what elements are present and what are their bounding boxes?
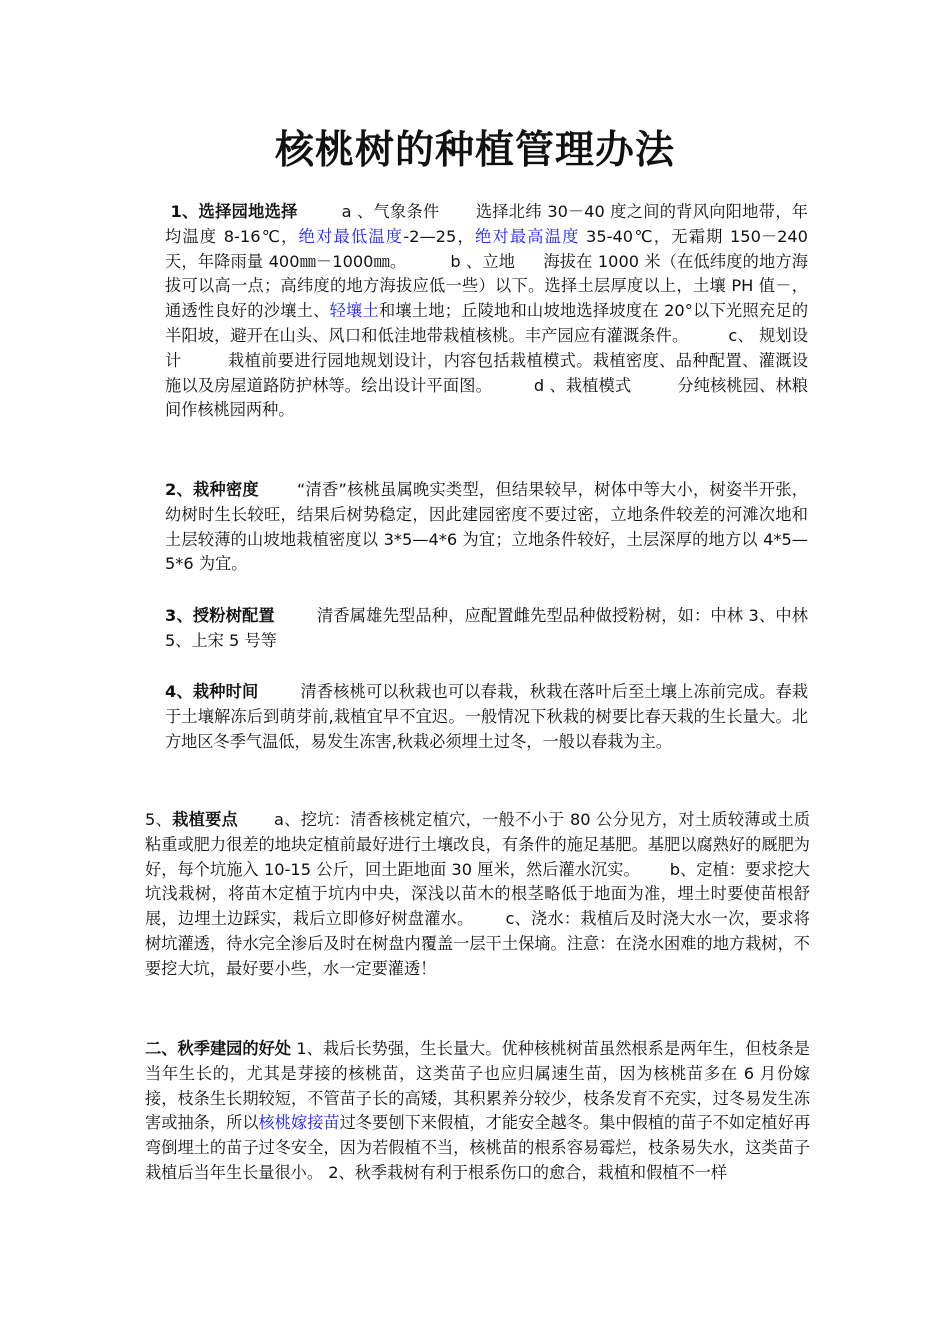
section-2-text: “清香”核桃虽属晚实类型，但结果较早，树体中等大小，树姿半开张，幼树时生长较旺，结果后树势稳定，因此建园密度不要过密，立地条件较差的河滩次地和土层较薄的山坡地栽植密度以 3*5—4*6 为宜；立地条件较好，土层深厚的地方以 4*5—5*6 为宜。 — [165, 480, 808, 574]
section-1-paragraph — [165, 200, 808, 423]
section-2-paragraph — [165, 478, 808, 577]
section-1-a-label: a 、气象条件 — [341, 202, 440, 221]
section-5-c-text: c、浇水：栽植后及时浇大水一次，要求将树坑灌透，待水完全渗后及时在树盘内覆盖一层干土保墒。注意：在浇水困难的地方栽树，不要挖大坑，最好要小些，水一定要灌透！ — [145, 909, 810, 978]
section-5-paragraph — [145, 808, 810, 982]
document-title: 核桃树的种植管理办法 — [274, 127, 675, 173]
section-4-paragraph — [165, 680, 808, 754]
section-5-heading: 栽植要点 — [172, 810, 239, 829]
section-1-b-text-1: 海拔在 1000 米（在低纬度的地方海拔可以高一点；高纬度的地方海拔应低一些）以下。选择土层厚度以上，土壤 PH 值－，通透性良好的沙壤土、 — [165, 251, 808, 321]
section-5-a-text: a、挖坑：清香核桃定植穴，一般不小于 80 公分见方，对土质较薄或土质粘重或肥力很差的地块定植前最好进行土壤改良，有条件的施足基肥。基肥以腐熟好的厩肥为好，每个坑施入 10-15 公斤，回土距地面 30 厘米，然后灌水沉实。 — [145, 810, 811, 879]
section-3-heading: 3、授粉树配置 — [165, 606, 275, 625]
section-1-a-text-1: 选择北纬 30－40 度之间的背风向阳地带，年均温度 8-16℃， — [165, 202, 808, 246]
section-3-paragraph — [165, 604, 808, 654]
light-loam-link[interactable]: 轻壤土 — [329, 301, 379, 321]
section-1-b-text-2: 和壤土地；丘陵地和山坡地选择坡度在 20°以下光照充足的半阳坡，避开在山头、风口和低洼地带栽植核桃。丰产园应有灌溉条件。 — [165, 301, 809, 345]
walnut-grafted-seedling-link[interactable]: 核桃嫁接苗 — [258, 1113, 340, 1133]
section-5-b-text: b、定植：要求挖大坑浅栽树，将苗木定植于坑内中央，深浅以苗木的根茎略低于地面为准，埋土时要使苗根舒展，边埋土边踩实，栽后立即修好树盘灌水。 — [145, 859, 810, 929]
section-4-text: 清香核桃可以秋栽也可以春栽，秋栽在落叶后至土壤上冻前完成。春栽于土壤解冻后到萌芽前,栽植宜早不宜迟。一般情况下秋栽的树要比春天栽的生长量大。北方地区冬季气温低，易发生冻害,秋栽必须埋土过冬，一般以春栽为主。 — [165, 682, 809, 751]
section-6-text-1: 1、栽后长势强，生长量大。优种核桃树苗虽然根系是两年生，但枝条是当年生长的，尤其是芽接的核桃苗，这类苗子也应归属速生苗，因为核桃苗多在 6 月份嫁接，枝条生长期较短，不管苗子长的高矮，其积累养分较少，枝条发育不充实，过冬易发生冻害或抽条，所以 — [145, 1039, 810, 1133]
absolute-min-temp-link[interactable]: 绝对最低温度 — [298, 226, 404, 246]
section-3-text: 清香属雄先型品种，应配置雌先型品种做授粉树，如：中林 3、中林 5、上宋 5 号等 — [165, 606, 808, 650]
section-1-d-label: d 、栽植模式 — [533, 375, 632, 395]
section-5-number: 5、 — [145, 810, 173, 829]
section-6-text-2: 过冬要刨下来假植，才能安全越冬。集中假植的苗子不如定植好再弯倒埋土的苗子过冬安全，因为若假植不当，核桃苗的根系容易霉烂，枝条易失水，这类苗子栽植后当年生长量很小。 2、秋季栽树有利于根系伤口的愈合，栽植和假植不一样 — [145, 1113, 811, 1182]
section-1-a-text-3: 35-40℃，无霜期 150－240 天，年降雨量 400㎜－1000㎜。 — [165, 226, 808, 271]
section-1-heading: 1、选择园地选择 — [170, 202, 298, 221]
section-6-paragraph — [145, 1037, 810, 1186]
section-6-heading: 二、秋季建园的好处 — [145, 1039, 292, 1058]
absolute-max-temp-link[interactable]: 绝对最高温度 — [474, 226, 580, 246]
section-1-c-label: c、 规划设计 — [165, 325, 809, 370]
section-1-a-text-2: -2—25， — [403, 226, 475, 246]
section-4-heading: 4、栽种时间 — [165, 682, 259, 701]
section-1-b-label: b 、立地 — [450, 251, 516, 271]
section-1-c-text: 栽植前要进行园地规划设计，内容包括栽植模式。栽植密度、品种配置、灌溉设施以及房屋道路防护林等。绘出设计平面图。 — [165, 350, 809, 395]
section-2-heading: 2、栽种密度 — [165, 480, 259, 499]
section-1-d-text: 分纯核桃园、林粮间作核桃园两种。 — [165, 375, 809, 420]
